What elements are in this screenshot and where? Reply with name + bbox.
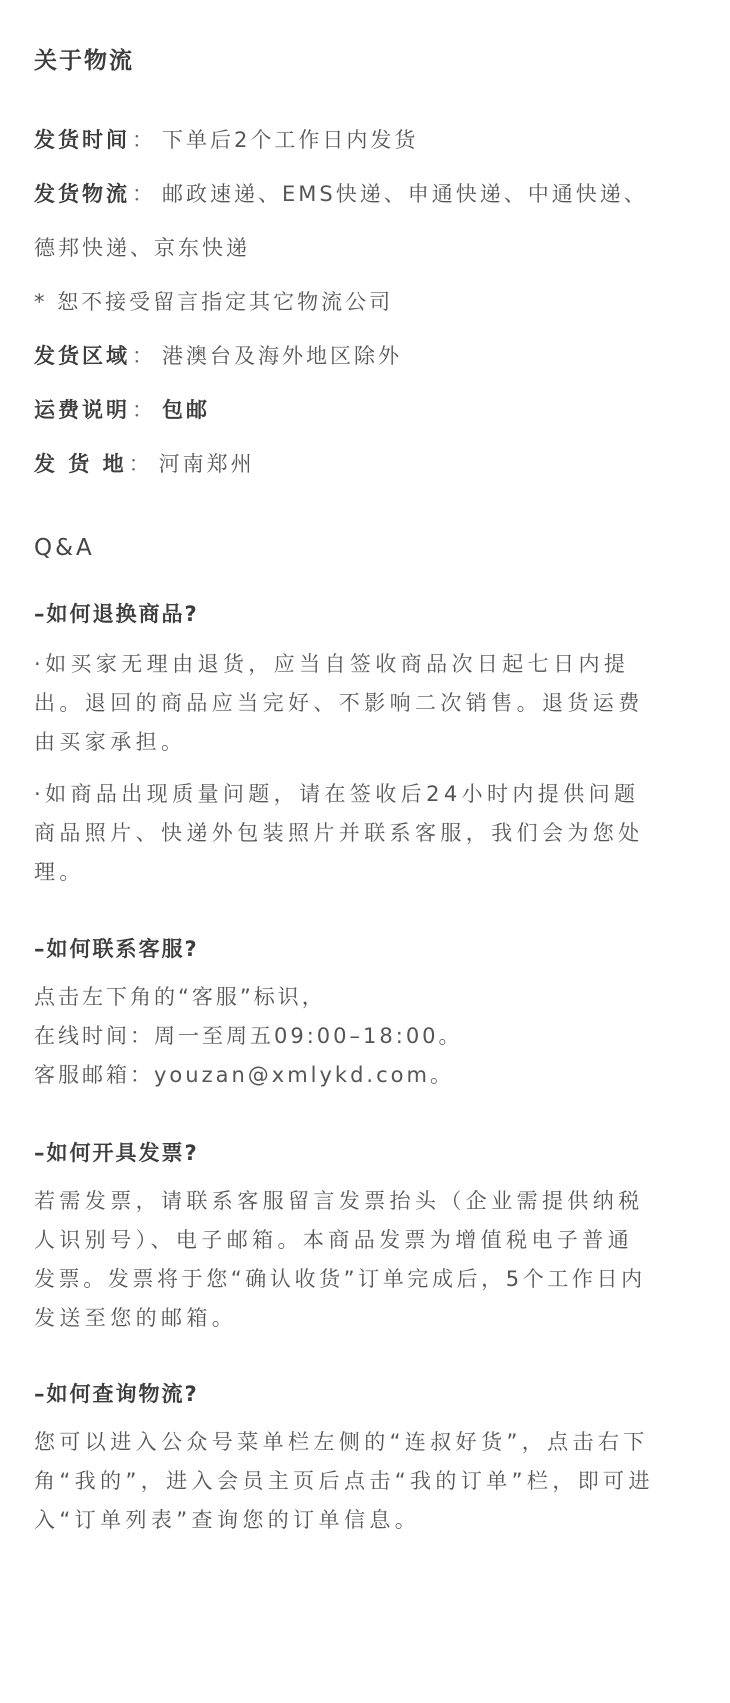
returns-answer-1	[34, 645, 700, 762]
ship-time-sep: ：	[132, 128, 156, 152]
contact-answer	[34, 978, 700, 1095]
carriers-value-line1: 邮政速递、EMS快递、申通快递、中通快递、	[162, 182, 648, 206]
returns-answer-1-line: ·如买家无理由退货，应当自签收商品次日起七日内提	[34, 652, 630, 676]
returns-answer-1-line: 出。退回的商品应当完好、不影响二次销售。退货运费	[34, 691, 644, 715]
returns-answer-1-line: 由买家承担。	[34, 730, 187, 754]
qa-title: Q&A	[34, 535, 95, 561]
tracking-answer	[34, 1423, 700, 1540]
tracking-question: –如何查询物流?	[34, 1382, 199, 1406]
carrier-note: * 恕不接受留言指定其它物流公司	[34, 290, 394, 314]
shipping-fee-key: 运费说明	[34, 398, 130, 422]
carriers-sep: ：	[132, 182, 156, 206]
returns-answer-2-line: 理。	[34, 860, 85, 884]
region-row	[34, 340, 402, 370]
returns-question: –如何退换商品?	[34, 602, 199, 626]
invoice-line: 人识别号）、电子邮箱。本商品发票为增值税电子普通	[34, 1228, 634, 1252]
origin-value: 河南郑州	[158, 452, 255, 476]
logistics-title: 关于物流	[34, 48, 134, 74]
shipping-fee-row	[34, 394, 210, 424]
ship-time-row	[34, 124, 418, 154]
origin-key: 发 货 地	[34, 452, 127, 476]
invoice-line: 若需发票，请联系客服留言发票抬头（企业需提供纳税	[34, 1189, 644, 1213]
tracking-line: 入“订单列表”查询您的订单信息。	[34, 1508, 421, 1532]
contact-hours: 在线时间：周一至周五09:00–18:00。	[34, 1024, 463, 1048]
shipping-fee-value: 包邮	[162, 398, 210, 422]
tracking-line: 角“我的”，进入会员主页后点击“我的订单”栏，即可进	[34, 1469, 654, 1493]
origin-sep: ：	[128, 452, 153, 476]
contact-line: 点击左下角的“客服”标识，	[34, 985, 326, 1009]
invoice-line: 发送至您的邮箱。	[34, 1306, 238, 1330]
region-value: 港澳台及海外地区除外	[162, 344, 402, 368]
contact-email: 客服邮箱：youzan@xmlykd.com。	[34, 1063, 454, 1087]
returns-answer-2-line: ·如商品出现质量问题，请在签收后24小时内提供问题	[34, 782, 640, 806]
carriers-row	[34, 178, 648, 208]
contact-question: –如何联系客服?	[34, 937, 199, 961]
shipping-fee-sep: ：	[132, 398, 156, 422]
carriers-key: 发货物流	[34, 182, 130, 206]
returns-answer-2-line: 商品照片、快递外包装照片并联系客服，我们会为您处	[34, 821, 644, 845]
invoice-question: –如何开具发票?	[34, 1141, 199, 1165]
tracking-line: 您可以进入公众号菜单栏左侧的“连叔好货”，点击右下	[34, 1430, 649, 1454]
ship-time-key: 发货时间	[34, 128, 130, 152]
region-sep: ：	[132, 344, 156, 368]
invoice-line: 发票。发票将于您“确认收货”订单完成后，5个工作日内	[34, 1267, 646, 1291]
carriers-value-line2: 德邦快递、京东快递	[34, 236, 250, 260]
ship-time-value: 下单后2个工作日内发货	[162, 128, 419, 152]
region-key: 发货区域	[34, 344, 130, 368]
returns-answer-2	[34, 775, 700, 892]
invoice-answer	[34, 1182, 700, 1338]
origin-row	[34, 448, 255, 478]
